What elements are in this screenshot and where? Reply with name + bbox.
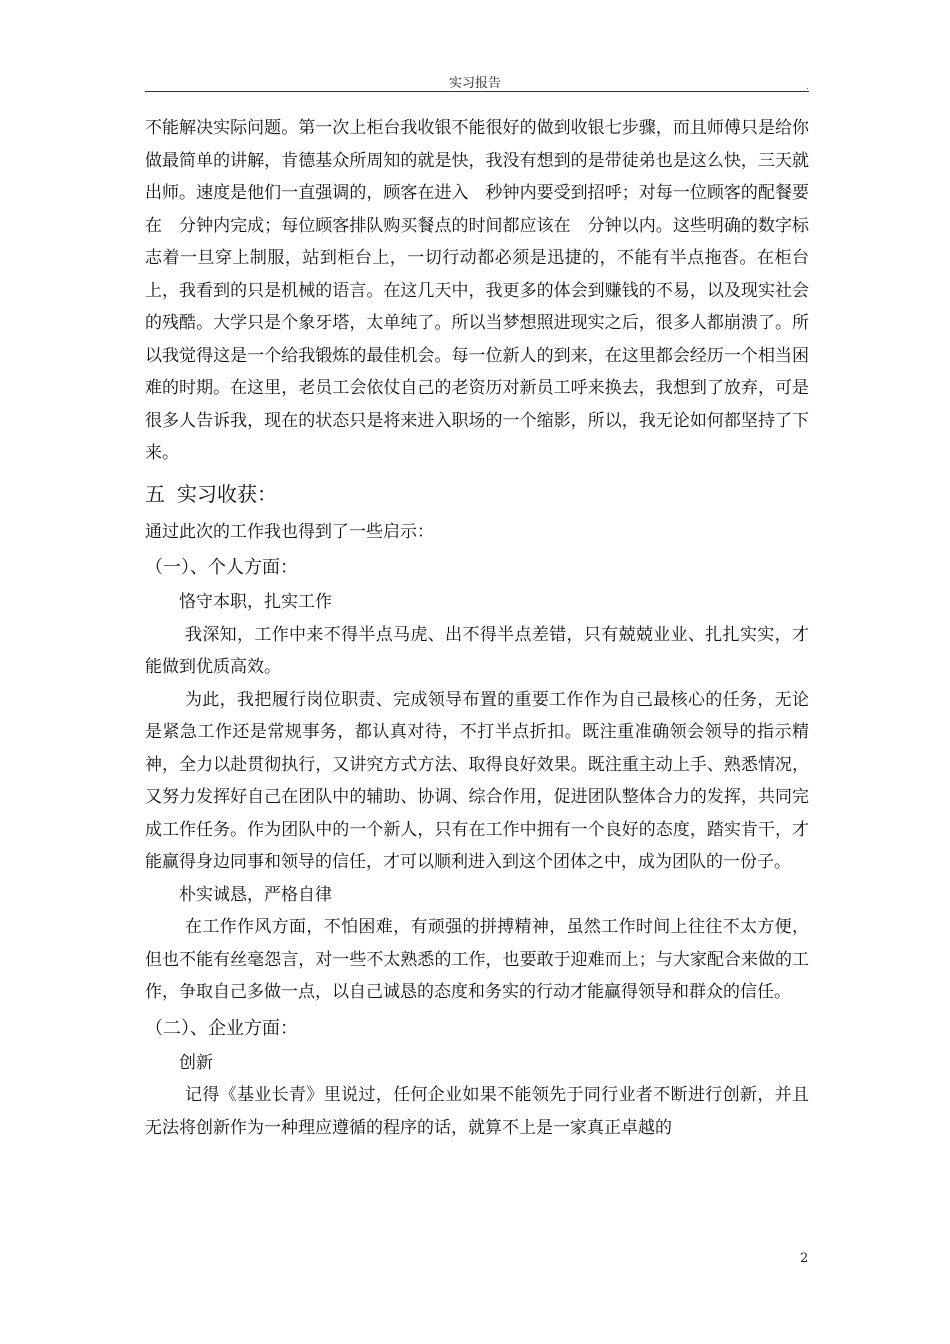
item-heading-innovation: 创新 — [179, 1052, 213, 1073]
paragraph-integrity: 在工作作风方面，不怕困难，有顽强的拼搏精神，虽然工作时间上往往不太方便，但也不能有丝毫怨言，对一些不太熟悉的工作，也要敢于迎难而上；与大家配合来做的工作，争取自己多做一点，以自己诚恳的态度和务实的行动才能赢得领导和群众的信任。 — [145, 917, 809, 1002]
paragraph-innovation: 记得《基业长青》里说过，任何企业如果不能领先于同行业者不断进行创新，并且无法将创新作为一种理应遵循的程序的话，就算不上是一家真正卓越的 — [145, 1085, 809, 1138]
header-mark: . — [806, 82, 809, 92]
section-title: 实习收获： — [177, 481, 277, 506]
subsection-heading-personal: （一）、个人方面： — [145, 557, 298, 578]
section-heading — [145, 474, 809, 514]
item-heading-duty: 恪守本职，扎实工作 — [179, 592, 332, 612]
paragraph-duty-2: 为此，我把履行岗位职责、完成领导布置的重要工作作为自己最核心的任务，无论是紧急工作还是常规事务，都认真对待，不打半点折扣。既注重准确领会领导的指示精神，全力以赴贯彻执行，又讲究方式方法、取得良好效果。既注重主动上手、熟悉情况，又努力发挥好自己在团队中的辅助、协调、综合作用，促进团队整体合力的发挥，共同完成工作任务。作为团队中的一个新人，只有在工作中拥有一个良好的态度，踏实肯干，才能赢得身边同事和领导的信任，才可以顺利进入到这个团体之中，成为团队的一份子。 — [145, 689, 809, 872]
section-number: 五 — [145, 481, 165, 506]
item-heading-integrity: 朴实诚恳，严格自律 — [179, 884, 332, 905]
header-rule — [145, 91, 809, 92]
header-title: 实习报告 — [448, 76, 501, 91]
section-intro: 通过此次的工作我也得到了一些启示： — [145, 521, 434, 542]
paragraph-duty-1: 我深知，工作中来不得半点马虎、出不得半点差错，只有兢兢业业、扎扎实实，才能做到优质高效。 — [145, 624, 809, 677]
page-number: 2 — [800, 1251, 809, 1266]
subsection-heading-enterprise: （二）、企业方面： — [145, 1017, 298, 1039]
paragraph-continued: 不能解决实际问题。第一次上柜台我收银不能很好的做到收银七步骤，而且师傅只是给你做最简单的讲解，肯德基众所周知的就是快，我没有想到的是带徒弟也是这么快，三天就出师。速度是他们一直强调的，顾客在进入 秒钟内要受到招呼；对每一位顾客的配餐要在 分钟内完成；每位顾客排队购买餐点的时间都应该在 分钟以内。这些明确的数字标志着一旦穿上制服，站到柜台上，一切行动都必须是迅捷的，不能有半点拖沓。在柜台上，我看到的只是机械的语言。在这几天中，我更多的体会到赚钱的不易，以及现实社会的残酷。大学只是个象牙塔，太单纯了。所以当梦想照进现实之后，很多人都崩溃了。所以我觉得这是一个给我锻炼的最佳机会。每一位新人的到来，在这里都会经历一个相当困难的时期。在这里，老员工会依仗自己的老资历对新员工呼来换去，我想到了放弃，可是很多人告诉我，现在的状态只是将来进入职场的一个缩影，所以，我无论如何都坚持了下来。 — [145, 118, 809, 463]
document-body — [145, 112, 809, 1144]
